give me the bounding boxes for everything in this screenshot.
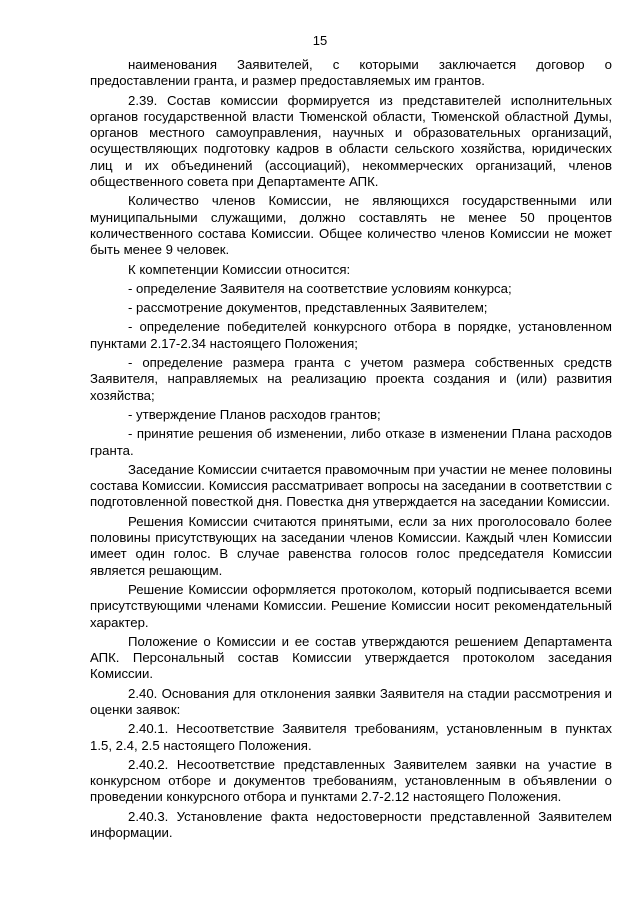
paragraph: Количество членов Комиссии, не являющихся государственными или муниципальными служащими, должно составлять не менее 50 процентов количественного состава Комиссии. Общее количество членов Комиссии не может быть менее 9 человек.	[90, 193, 612, 258]
list-item: - определение победителей конкурсного отбора в порядке, установленном пунктами 2.17-2.34 настоящего Положения;	[90, 319, 612, 351]
list-item: - утверждение Планов расходов грантов;	[128, 406, 381, 422]
paragraph: Заседание Комиссии считается правомочным при участии не менее половины состава Комиссии. Комиссия рассматривает вопросы на заседании в соответствии с подготовленной повесткой дня. Повестка дня утверждается на заседании Комиссии.	[90, 461, 612, 510]
paragraph: К компетенции Комиссии относится:	[128, 261, 351, 277]
paragraph: Решение Комиссии оформляется протоколом, который подписывается всеми присутствующими членами Комиссии. Решение Комиссии носит рекомендательный характер.	[90, 581, 612, 630]
page-number: 15	[312, 33, 328, 48]
list-item: - принятие решения об изменении, либо отказе в изменении Плана расходов гранта.	[90, 426, 612, 458]
paragraph-2-39: 2.39. Состав комиссии формируется из представителей исполнительных органов государственной власти Тюменской области, Тюменской областной Думы, органов местного самоуправления, научных и образовательных организаций, осуществляющих подготовку кадров в области сельского хозяйства, юридических лиц и их объединений (ассоциаций), некоммерческих организаций, членов общественного совета при Департаменте АПК.	[90, 92, 612, 190]
list-item: - определение Заявителя на соответствие условиям конкурса;	[128, 280, 512, 296]
paragraph-2-40-2: 2.40.2. Несоответствие представленных Заявителем заявки на участие в конкурсном отборе и документов требованиям, установленным в объявлении о проведении конкурсного отбора и пунктами 2.7-2.12 настоящего Положения.	[90, 756, 612, 805]
paragraph-2-40-3: 2.40.3. Установление факта недостоверности представленной Заявителем информации.	[90, 808, 612, 841]
list-item: - определение размера гранта с учетом размера собственных средств Заявителя, направляемых на реализацию проекта создания и (или) развития хозяйства;	[90, 355, 612, 403]
paragraph-2-40-1: 2.40.1. Несоответствие Заявителя требованиям, установленным в пунктах 1.5, 2.4, 2.5 настоящего Положения.	[90, 721, 612, 753]
paragraph: Положение о Комиссии и ее состав утверждаются решением Департамента АПК. Персональный состав Комиссии утверждается протоколом заседания Комиссии.	[90, 633, 612, 682]
document-body	[90, 57, 612, 844]
paragraph: Решения Комиссии считаются принятыми, если за них проголосовало более половины присутствующих на заседании членов Комиссии. Каждый член Комиссии имеет один голос. В случае равенства голосов голос председателя Комиссии является решающим.	[90, 513, 612, 578]
paragraph: наименования Заявителей, с которыми заключается договор о предоставлении гранта, и размер предоставляемых им грантов.	[90, 57, 612, 89]
list-item: - рассмотрение документов, представленных Заявителем;	[128, 300, 488, 316]
paragraph-2-40: 2.40. Основания для отклонения заявки Заявителя на стадии рассмотрения и оценки заявок:	[90, 685, 612, 717]
